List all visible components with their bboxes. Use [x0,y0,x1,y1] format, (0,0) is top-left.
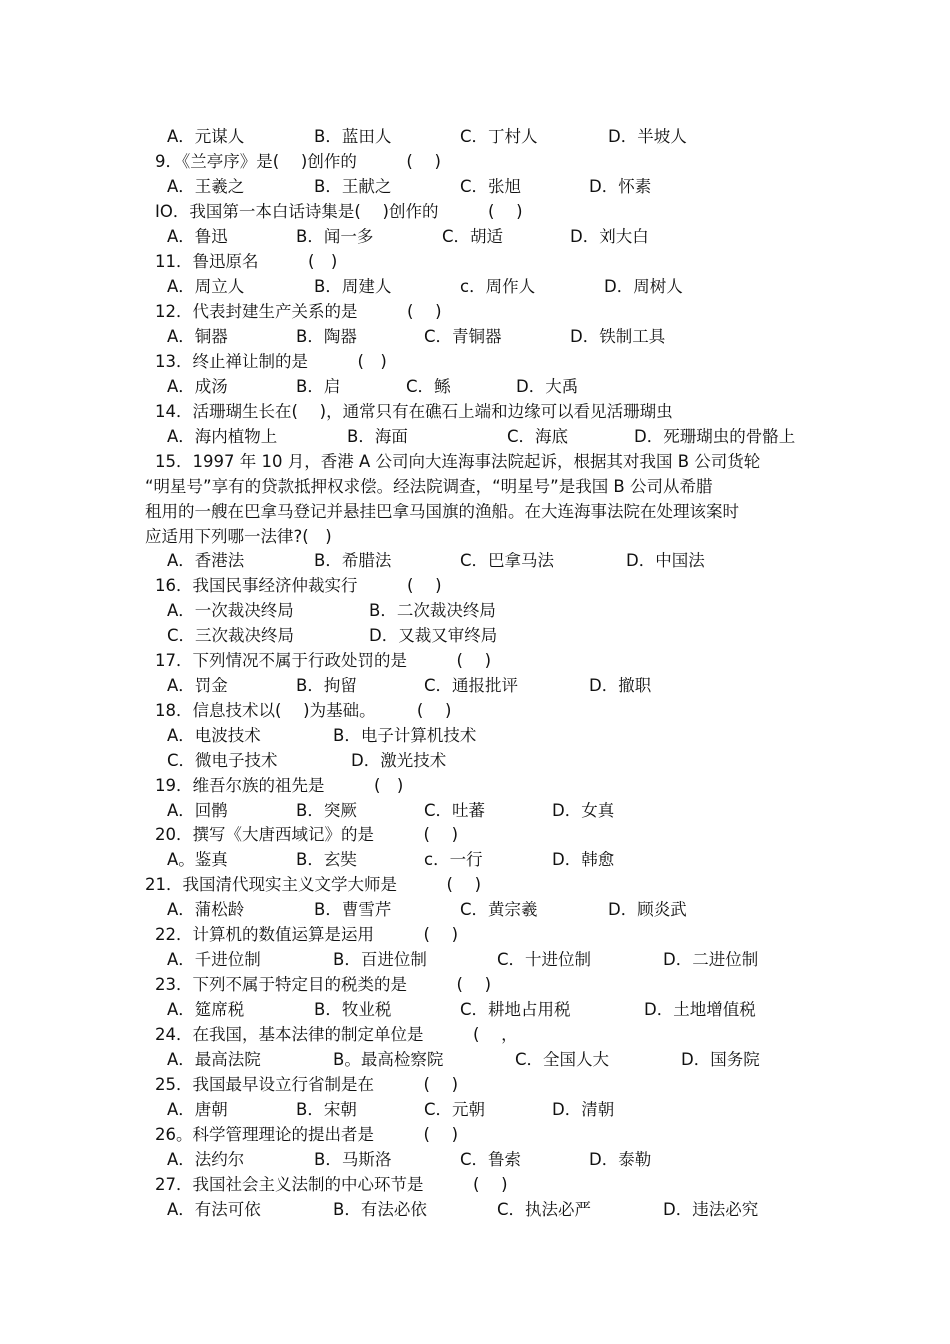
question-text: 16．我国民事经济仲裁实行 ( ) [155,576,442,595]
question-line [0,773,950,798]
option-b: B．玄奘 [296,850,357,869]
question-text: 18．信息技术以( )为基础。 ( ) [155,701,452,720]
question-text: 12．代表封建生产关系的是 ( ) [155,302,442,321]
answer-options-line [0,997,950,1022]
question-line [0,1122,950,1147]
option-d: D．刘大白 [570,227,649,246]
question-text: 23．下列不属于特定目的税类的是 ( ) [155,975,492,994]
option-d: D．大禹 [516,377,579,396]
option-b: B．希腊法 [314,551,392,570]
option-c: c．一行 [424,850,483,869]
option-b: B．宋朝 [296,1100,357,1119]
option-b: B．海面 [347,427,408,446]
option-d: D．中国法 [626,551,705,570]
question-text: IO．我国第一本白话诗集是( )创作的 ( ) [155,202,523,221]
option-c: C．通报批评 [424,676,519,695]
question-line [0,149,950,174]
question-line [0,698,950,723]
answer-options-line [0,324,950,349]
question-text: 24．在我国，基本法律的制定单位是 ( ， [155,1025,518,1044]
option-b: B．突厥 [296,801,357,820]
answer-options-line [0,623,950,648]
option-d: D．死珊瑚虫的骨骼上 [634,427,796,446]
question-line [0,499,950,524]
option-a: A．鲁迅 [167,227,228,246]
question-line [0,1172,950,1197]
answer-options-line [0,424,950,449]
answer-options-line [0,723,950,748]
option-c: C．耕地占用税 [460,1000,571,1019]
question-text: 27．我国社会主义法制的中心环节是 ( ) [155,1175,508,1194]
option-b: B．电子计算机技术 [333,726,477,745]
question-line [0,573,950,598]
option-d: D．违法必究 [663,1200,759,1219]
option-b: B．二次裁决终局 [369,601,496,620]
option-c: C．黄宗羲 [460,900,538,919]
answer-options-line [0,548,950,573]
option-b: B。最高检察院 [333,1050,444,1069]
question-line [0,249,950,274]
option-c: C．元朝 [424,1100,486,1119]
question-line [0,349,950,374]
option-a: C．微电子技术 [167,751,278,770]
answer-options-line [0,748,950,773]
question-line [0,299,950,324]
option-b: B．蓝田人 [314,127,392,146]
option-a: A．海内植物上 [167,427,278,446]
question-line [0,474,950,499]
question-text: 19．维吾尔族的祖先是 ( ) [155,776,404,795]
option-d: D．国务院 [681,1050,760,1069]
option-a: A。鉴真 [167,850,228,869]
option-d: D．韩愈 [552,850,615,869]
option-c: C．全国人大 [515,1050,610,1069]
option-b: B．牧业税 [314,1000,392,1019]
option-c: C．鲁索 [460,1150,522,1169]
option-b: B．百进位制 [333,950,427,969]
question-line [0,922,950,947]
question-text: 11．鲁迅原名 ( ) [155,252,338,271]
question-line [0,872,950,897]
option-a: A．千进位制 [167,950,261,969]
option-b: B．王献之 [314,177,392,196]
option-a: A．最高法院 [167,1050,261,1069]
option-c: C．巴拿马法 [460,551,555,570]
answer-options-line [0,1147,950,1172]
option-a: A．成汤 [167,377,228,396]
answer-options-line [0,947,950,972]
option-a: A．元谋人 [167,127,245,146]
option-b: B．闻一多 [296,227,374,246]
answer-options-line [0,798,950,823]
option-a: A．法约尔 [167,1150,245,1169]
question-line [0,524,950,549]
answer-options-line [0,374,950,399]
option-c: C．执法必严 [497,1200,592,1219]
question-text: 17．下列情况不属于行政处罚的是 ( ) [155,651,492,670]
answer-options-line [0,174,950,199]
option-c: C．海底 [507,427,569,446]
option-d: D．女真 [552,801,615,820]
option-d: D．土地增值税 [644,1000,756,1019]
option-a: A．回鹘 [167,801,228,820]
question-text: “明星号”享有的贷款抵押权求偿。经法院调查，“明星号”是我国 B 公司从希腊 [145,477,713,496]
option-b: B．曹雪芹 [314,900,392,919]
option-a: A．筵席税 [167,1000,245,1019]
option-b: D．激光技术 [351,751,447,770]
option-d: D．半坡人 [608,127,687,146]
option-d: D．清朝 [552,1100,615,1119]
answer-options-line [0,124,950,149]
question-line [0,199,950,224]
option-d: D．泰勒 [589,1150,652,1169]
question-text: 14．活珊瑚生长在( )，通常只有在礁石上端和边缘可以看见活珊瑚虫 [155,402,673,421]
answer-options-line [0,673,950,698]
option-d: D．周树人 [604,277,683,296]
option-a: C．三次裁决终局 [167,626,295,645]
question-text: 15．1997 年 10 月，香港 A 公司向大连海事法院起诉，根据其对我国 B 公司货轮 [155,452,761,471]
option-a: A．唐朝 [167,1100,228,1119]
question-line [0,1072,950,1097]
option-c: C．丁村人 [460,127,538,146]
option-a: A．周立人 [167,277,245,296]
option-c: C．吐蕃 [424,801,486,820]
option-b: B．有法必依 [333,1200,427,1219]
option-a: A．一次裁决终局 [167,601,294,620]
question-text: 应适用下列哪一法律?( ) [145,527,332,546]
option-a: A．蒲松龄 [167,900,245,919]
question-line [0,399,950,424]
question-text: 20．撰写《大唐西域记》的是 ( ) [155,825,459,844]
option-a: A．有法可依 [167,1200,261,1219]
question-line [0,822,950,847]
option-a: A．王羲之 [167,177,245,196]
answer-options-line [0,897,950,922]
answer-options-line [0,1197,950,1222]
option-b: B．启 [296,377,341,396]
option-b: B．拘留 [296,676,357,695]
question-text: 25．我国最早设立行省制是在 ( ) [155,1075,459,1094]
option-c: C．青铜器 [424,327,502,346]
option-c: C．十进位制 [497,950,592,969]
option-c: C．胡适 [442,227,504,246]
option-d: D．撤职 [589,676,652,695]
question-text: 13．终止禅让制的是 ( ) [155,352,387,371]
question-text: 21．我国清代现实主义文学大师是 ( ) [145,875,482,894]
question-line [0,449,950,474]
question-text: 租用的一艘在巴拿马登记并悬挂巴拿马国旗的渔船。在大连海事法院在处理该案时 [145,502,739,521]
option-c: c．周作人 [460,277,536,296]
option-c: C．张旭 [460,177,522,196]
option-a: A．香港法 [167,551,245,570]
option-c: C．鲧 [406,377,451,396]
answer-options-line [0,274,950,299]
question-line [0,648,950,673]
question-line [0,972,950,997]
option-b: B．周建人 [314,277,392,296]
question-line [0,1022,950,1047]
answer-options-line [0,1097,950,1122]
option-d: D．二进位制 [663,950,759,969]
option-a: A．罚金 [167,676,228,695]
option-a: A．电波技术 [167,726,261,745]
question-text: 9．《兰亭序》是( )创作的 ( ) [155,152,441,171]
option-b: B．陶器 [296,327,357,346]
question-text: 26。科学管理理论的提出者是 ( ) [155,1125,459,1144]
answer-options-line [0,224,950,249]
option-d: D．铁制工具 [570,327,666,346]
option-b: B．马斯洛 [314,1150,392,1169]
option-b: D．又裁又审终局 [369,626,498,645]
answer-options-line [0,847,950,872]
answer-options-line [0,1047,950,1072]
option-a: A．铜器 [167,327,228,346]
option-d: D．顾炎武 [608,900,687,919]
answer-options-line [0,598,950,623]
question-text: 22．计算机的数值运算是运用 ( ) [155,925,459,944]
option-d: D．怀素 [589,177,652,196]
